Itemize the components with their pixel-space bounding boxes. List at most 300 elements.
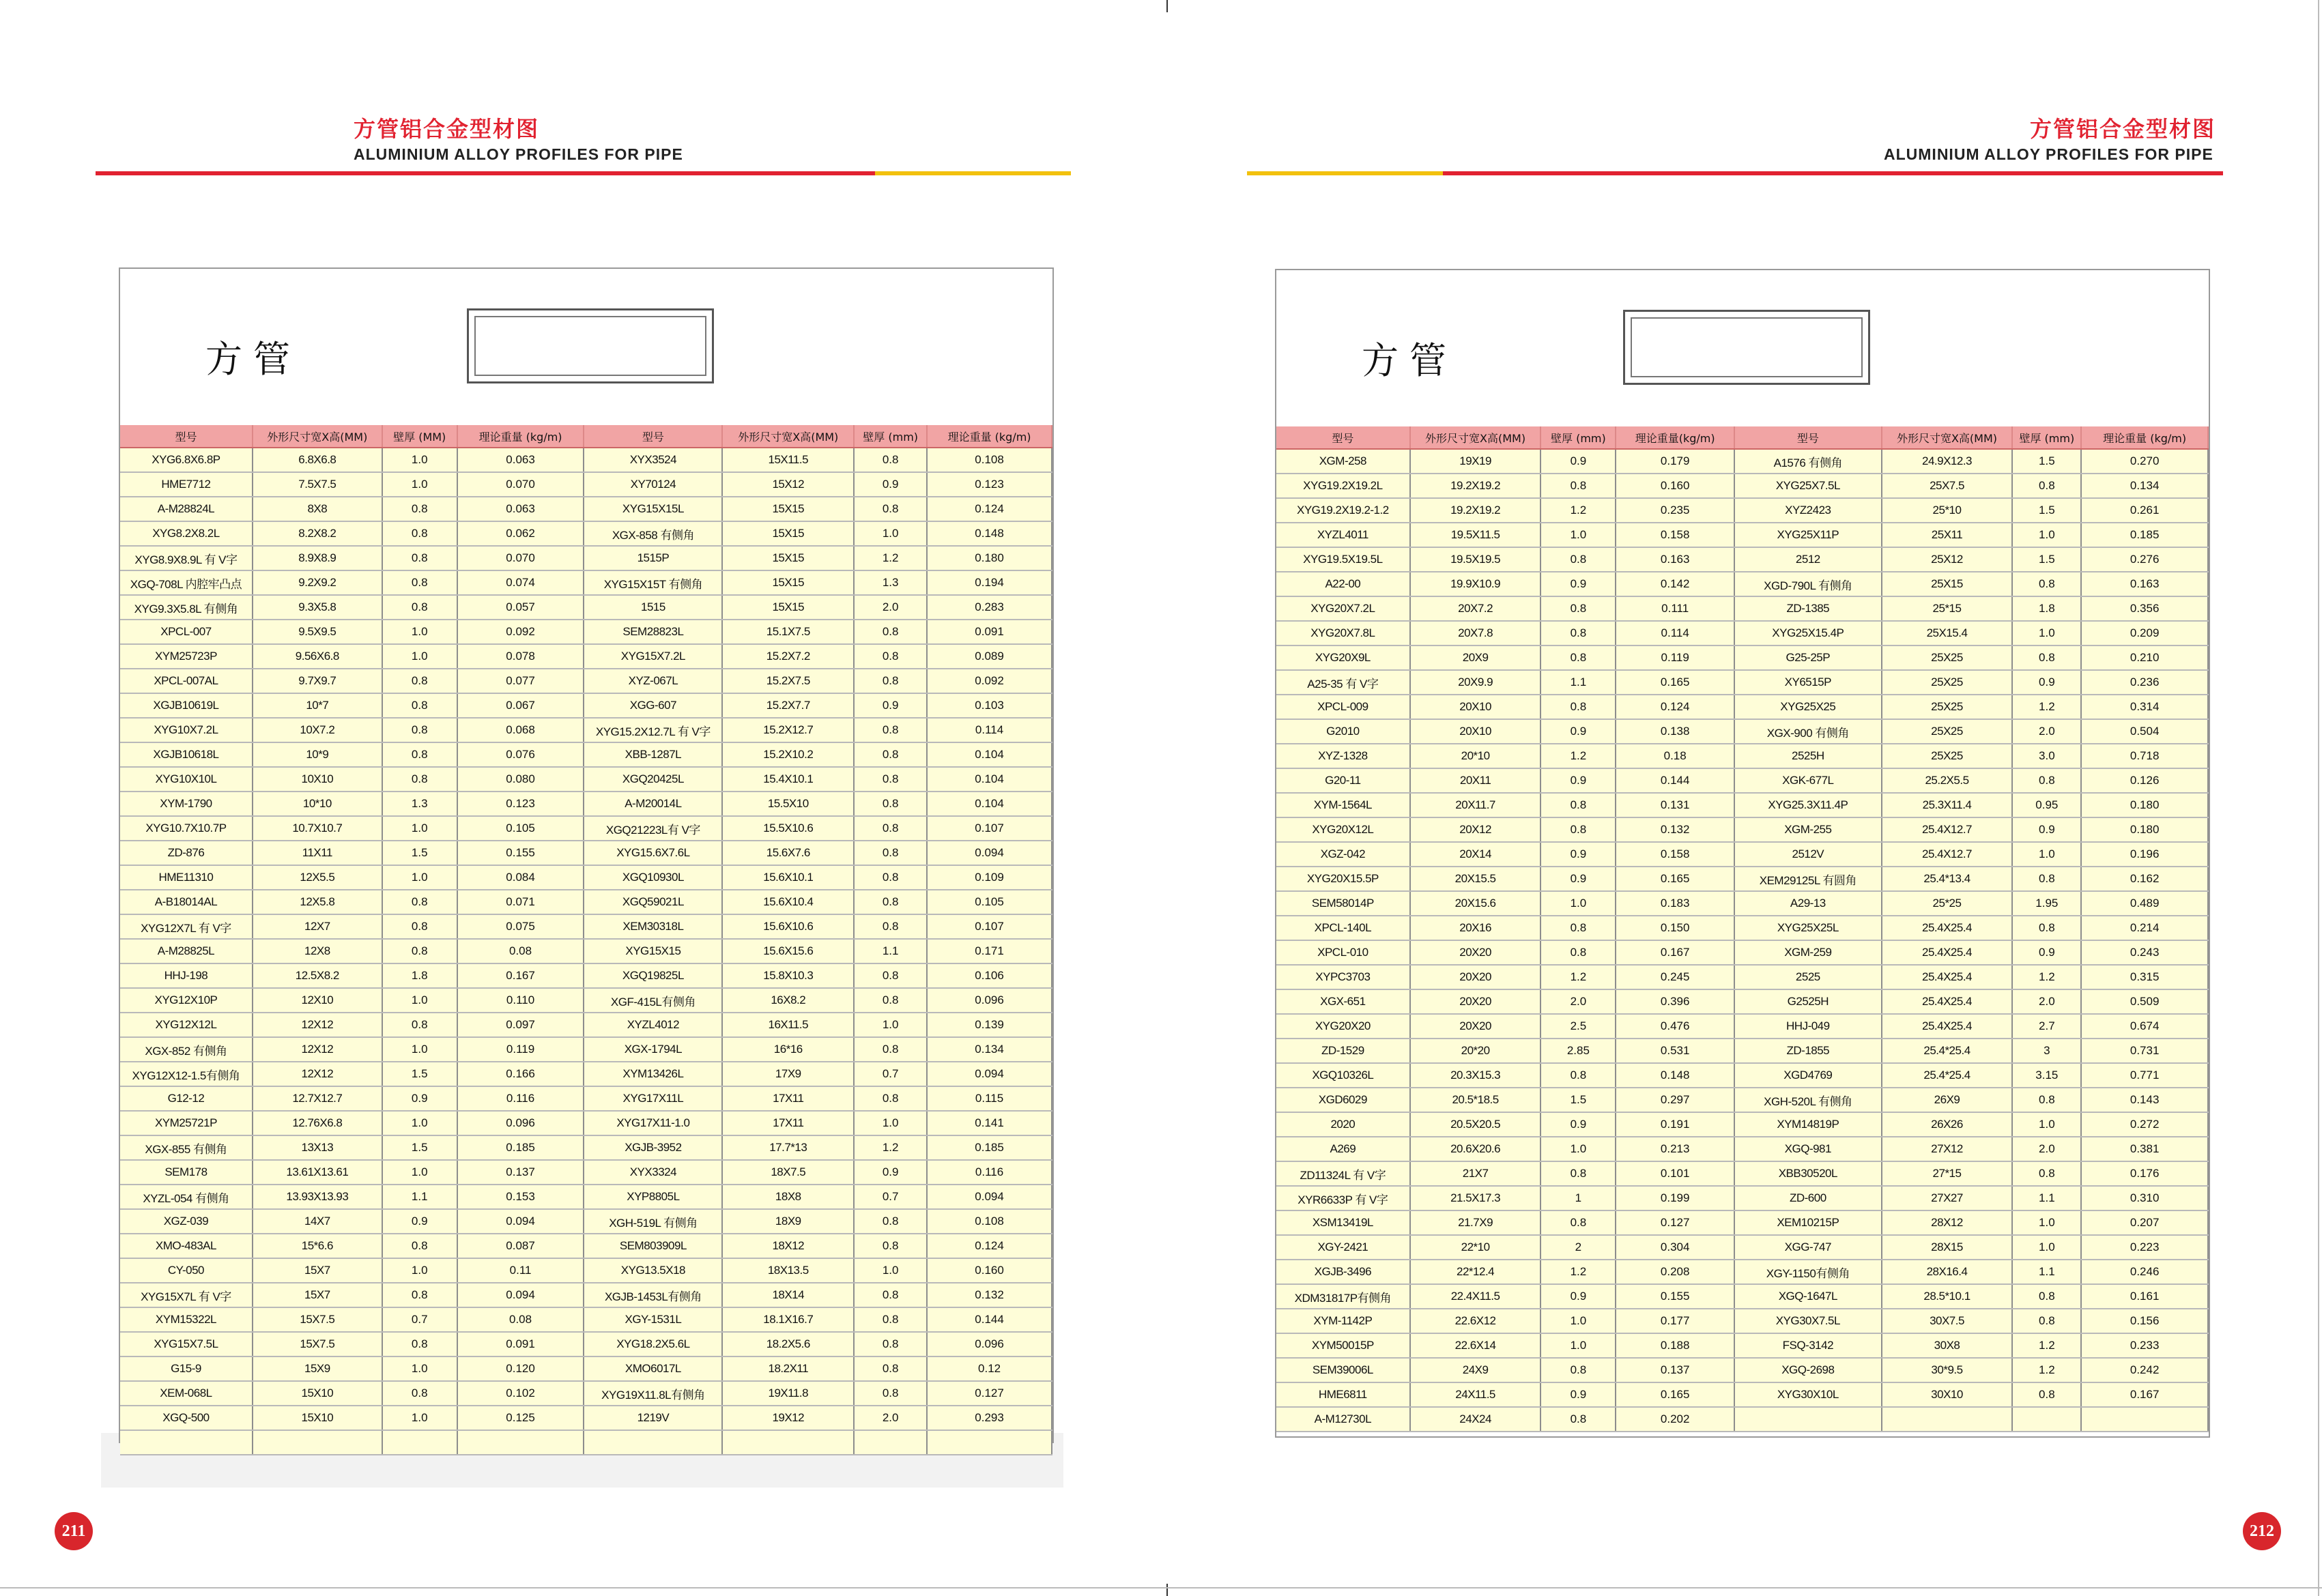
- table-cell: 0.8: [854, 792, 927, 816]
- table-cell: 12X5.8: [253, 890, 382, 914]
- table-cell: 0.8: [382, 1234, 457, 1258]
- table-cell: 0.08: [457, 939, 584, 963]
- table-cell: XY6515P: [1734, 670, 1882, 695]
- table-cell: XGJB-1453L有侧角: [584, 1283, 722, 1307]
- table-cell: XYG18.2X5.6L: [584, 1332, 722, 1356]
- table-cell: G2525H: [1734, 989, 1882, 1014]
- table-cell: XGQ19825L: [584, 963, 722, 988]
- table-cell: ZD-1529: [1276, 1039, 1410, 1063]
- column-header: 外形尺寸宽X高(MM): [1882, 426, 2013, 449]
- table-row: [1276, 449, 2208, 474]
- table-cell: 15.2X7.7: [722, 693, 854, 718]
- table-cell: XYR6633P 有 V字: [1276, 1186, 1410, 1210]
- column-header: 理论重量 (kg/m): [2081, 426, 2208, 449]
- table-row: [1276, 523, 2208, 547]
- table-cell: 12X12: [253, 1013, 382, 1037]
- table-row: [120, 448, 1052, 472]
- table-cell: XGM-258: [1276, 449, 1410, 474]
- table-cell: 0.141: [927, 1111, 1052, 1135]
- table-cell: XYG19X11.8L有侧角: [584, 1381, 722, 1406]
- table-cell: XGQ-1647L: [1734, 1284, 1882, 1309]
- table-cell: XYG25X25: [1734, 695, 1882, 719]
- table-cell: 6.8X6.8: [253, 448, 382, 472]
- table-cell: 15X7.5: [253, 1332, 382, 1356]
- table-cell: 0.8: [382, 1013, 457, 1037]
- table-cell: A-M28825L: [120, 939, 253, 963]
- table-row: [120, 988, 1052, 1013]
- table-cell: 0.124: [1616, 695, 1734, 719]
- table-cell: 0.476: [1616, 1014, 1734, 1039]
- table-cell: 0.233: [2081, 1333, 2208, 1358]
- table-cell: 12X10: [253, 988, 382, 1013]
- table-row: [120, 1062, 1052, 1086]
- table-row: [120, 1160, 1052, 1185]
- table-cell: 0.109: [927, 865, 1052, 890]
- table-cell: 1.5: [2012, 547, 2081, 572]
- table-row: [120, 767, 1052, 792]
- table-cell: XYG12X7L 有 V字: [120, 914, 253, 939]
- table-cell: XGD6029: [1276, 1088, 1410, 1112]
- table-cell: 0.155: [457, 841, 584, 865]
- table-cell: XGQ21223L有 V字: [584, 816, 722, 841]
- table-row: [120, 521, 1052, 546]
- table-cell: 0.396: [1616, 989, 1734, 1014]
- table-cell: 0.8: [382, 669, 457, 693]
- table-cell: 25.4*13.4: [1882, 867, 2013, 891]
- table-cell: 0.9: [1540, 768, 1616, 793]
- table-row: [1276, 670, 2208, 695]
- table-cell: 0.272: [2081, 1112, 2208, 1137]
- table-cell: XYG19.2X19.2-1.2: [1276, 498, 1410, 523]
- table-cell: 18X7.5: [722, 1160, 854, 1185]
- table-row: [1276, 1039, 2208, 1063]
- table-cell: 0.134: [2081, 474, 2208, 498]
- table-cell: 0.731: [2081, 1039, 2208, 1063]
- table-cell: 20X11.7: [1410, 793, 1541, 817]
- table-cell: 10*10: [253, 792, 382, 816]
- table-cell: 0.132: [927, 1283, 1052, 1307]
- header-red-bar: [96, 171, 875, 175]
- table-cell: 2.85: [1540, 1039, 1616, 1063]
- table-cell: XEM29125L 有圆角: [1734, 867, 1882, 891]
- table-cell: 0.115: [927, 1086, 1052, 1111]
- table-cell: 1.0: [2012, 842, 2081, 867]
- table-cell: 15.4X10.1: [722, 767, 854, 792]
- table-cell: 0.8: [382, 1283, 457, 1307]
- table-cell: 1.1: [2012, 1186, 2081, 1210]
- table-cell: 24X11.5: [1410, 1382, 1541, 1407]
- table-cell: XGX-855 有侧角: [120, 1135, 253, 1160]
- table-cell: XYG15X15T 有侧角: [584, 570, 722, 595]
- table-cell: 9.5X9.5: [253, 620, 382, 644]
- table-cell: XGJB-3496: [1276, 1260, 1410, 1284]
- table-cell: 25X11: [1882, 523, 2013, 547]
- table-cell: 0.188: [1616, 1333, 1734, 1358]
- square-tube-profile-icon: [1623, 310, 1870, 385]
- table-cell: XYM-1564L: [1276, 793, 1410, 817]
- table-cell: 0.161: [2081, 1284, 2208, 1309]
- table-cell: 1.2: [1540, 498, 1616, 523]
- table-cell: 1.2: [2012, 1333, 2081, 1358]
- table-cell: 15X15: [722, 570, 854, 595]
- table-cell: 1515P: [584, 546, 722, 570]
- table-cell: 15.6X15.6: [722, 939, 854, 963]
- table-cell: 25.4X12.7: [1882, 817, 2013, 842]
- table-row: [120, 644, 1052, 669]
- profile-table: [120, 425, 1052, 1455]
- table-cell: 8.2X8.2: [253, 521, 382, 546]
- table-cell: 0.202: [1616, 1407, 1734, 1432]
- table-row: [120, 914, 1052, 939]
- table-row: [1276, 1235, 2208, 1260]
- table-cell: A-M20014L: [584, 792, 722, 816]
- table-cell: 0.8: [2012, 768, 2081, 793]
- table-cell: 1.5: [1540, 1088, 1616, 1112]
- table-cell: 20.3X15.3: [1410, 1063, 1541, 1088]
- table-cell: XYG20X7.8L: [1276, 621, 1410, 645]
- table-cell: 20X9: [1410, 645, 1541, 670]
- table-cell: 0.094: [457, 1283, 584, 1307]
- table-cell: 1.5: [2012, 449, 2081, 474]
- table-cell: 0.171: [927, 939, 1052, 963]
- header-yellow-bar: [875, 171, 1071, 175]
- table-row: [120, 1356, 1052, 1381]
- table-cell: 1.2: [2012, 1358, 2081, 1382]
- table-cell: 0.070: [457, 546, 584, 570]
- table-cell: 0.162: [2081, 867, 2208, 891]
- table-cell: 0.9: [1540, 449, 1616, 474]
- table-cell: 0.119: [1616, 645, 1734, 670]
- table-cell: 1.0: [2012, 1235, 2081, 1260]
- table-cell: 0.223: [2081, 1235, 2208, 1260]
- table-cell: 18X12: [722, 1234, 854, 1258]
- table-cell: 1.0: [382, 1406, 457, 1430]
- table-cell: XYG10X7.2L: [120, 718, 253, 742]
- profile-table-panel: [119, 267, 1054, 1443]
- column-header: 壁厚 (mm): [1540, 426, 1616, 449]
- table-cell: 1.0: [1540, 1333, 1616, 1358]
- table-cell: 28X12: [1882, 1210, 2013, 1235]
- table-cell: XGQ59021L: [584, 890, 722, 914]
- table-cell: 0.8: [854, 644, 927, 669]
- table-cell: XYG15.6X7.6L: [584, 841, 722, 865]
- table-cell: A-M12730L: [1276, 1407, 1410, 1432]
- table-cell: 0.057: [457, 595, 584, 620]
- table-cell: XYG25X7.5L: [1734, 474, 1882, 498]
- table-row: [120, 1037, 1052, 1062]
- table-cell: 0.209: [2081, 621, 2208, 645]
- table-cell: 0.8: [2012, 645, 2081, 670]
- table-cell: XGQ-500: [120, 1406, 253, 1430]
- table-cell: 0.167: [2081, 1382, 2208, 1407]
- table-cell: 20*10: [1410, 744, 1541, 768]
- table-cell: 0.8: [2012, 572, 2081, 596]
- table-cell: 0.156: [2081, 1309, 2208, 1333]
- table-cell: 0.194: [927, 570, 1052, 595]
- table-cell: 0.9: [2012, 940, 2081, 965]
- table-cell: 10*9: [253, 742, 382, 767]
- table-cell: [457, 1430, 584, 1455]
- table-cell: XSM13419L: [1276, 1210, 1410, 1235]
- table-cell: 12X5.5: [253, 865, 382, 890]
- table-cell: 20X15.5: [1410, 867, 1541, 891]
- table-cell: 1.0: [382, 865, 457, 890]
- table-row: [1276, 695, 2208, 719]
- table-cell: 0.091: [927, 620, 1052, 644]
- table-cell: 0.9: [382, 1209, 457, 1234]
- table-cell: 0.8: [854, 718, 927, 742]
- table-row: [120, 570, 1052, 595]
- table-cell: 0.8: [854, 988, 927, 1013]
- table-cell: 2525: [1734, 965, 1882, 989]
- table-cell: A-B18014AL: [120, 890, 253, 914]
- table-cell: 0.8: [382, 595, 457, 620]
- table-row: [1276, 965, 2208, 989]
- table-cell: 15.2X7.2: [722, 644, 854, 669]
- table-cell: 14X7: [253, 1209, 382, 1234]
- table-cell: 1.0: [854, 1258, 927, 1283]
- table-cell: 0.176: [2081, 1161, 2208, 1186]
- table-cell: 2.7: [2012, 1014, 2081, 1039]
- table-cell: 0.7: [382, 1307, 457, 1332]
- table-cell: [382, 1430, 457, 1455]
- table-cell: 1.0: [1540, 1309, 1616, 1333]
- table-cell: XYG30X7.5L: [1734, 1309, 1882, 1333]
- table-cell: 0.070: [457, 472, 584, 497]
- table-cell: 25.4X25.4: [1882, 989, 2013, 1014]
- table-cell: 0.8: [854, 865, 927, 890]
- table-cell: XGJB-3952: [584, 1135, 722, 1160]
- table-cell: G2010: [1276, 719, 1410, 744]
- table-row: [120, 1430, 1052, 1455]
- table-cell: 1.0: [2012, 523, 2081, 547]
- table-cell: 25.4X25.4: [1882, 940, 2013, 965]
- table-cell: 8X8: [253, 497, 382, 521]
- table-cell: 2512: [1734, 547, 1882, 572]
- table-cell: 0.8: [854, 914, 927, 939]
- table-cell: XEM30318L: [584, 914, 722, 939]
- table-cell: 0.185: [457, 1135, 584, 1160]
- table-cell: XYG15X7L 有 V字: [120, 1283, 253, 1307]
- table-cell: 0.9: [1540, 572, 1616, 596]
- table-cell: 0.125: [457, 1406, 584, 1430]
- table-cell: 0.160: [1616, 474, 1734, 498]
- table-cell: 19X11.8: [722, 1381, 854, 1406]
- table-row: [1276, 940, 2208, 965]
- table-cell: 1.0: [1540, 891, 1616, 916]
- table-cell: 0.9: [854, 1160, 927, 1185]
- header-red-bar: [1443, 171, 2223, 175]
- table-cell: 10*7: [253, 693, 382, 718]
- table-cell: 12X12: [253, 1062, 382, 1086]
- table-cell: 0.144: [1616, 768, 1734, 793]
- table-cell: 0.096: [927, 988, 1052, 1013]
- table-cell: 22.6X14: [1410, 1333, 1541, 1358]
- table-cell: 0.9: [1540, 867, 1616, 891]
- table-cell: 25.4*25.4: [1882, 1063, 2013, 1088]
- table-row: [1276, 645, 2208, 670]
- table-cell: 0.062: [457, 521, 584, 546]
- table-cell: 0.067: [457, 693, 584, 718]
- table-cell: 0.210: [2081, 645, 2208, 670]
- table-cell: 16X11.5: [722, 1013, 854, 1037]
- table-cell: 0.8: [854, 620, 927, 644]
- table-cell: XYG20X15.5P: [1276, 867, 1410, 891]
- table-cell: 0.8: [382, 890, 457, 914]
- table-cell: 0.304: [1616, 1235, 1734, 1260]
- table-cell: 0.489: [2081, 891, 2208, 916]
- table-cell: 22*12.4: [1410, 1260, 1541, 1284]
- table-cell: 15.5X10.6: [722, 816, 854, 841]
- table-cell: XYZL4012: [584, 1013, 722, 1037]
- column-header: 型号: [1276, 426, 1410, 449]
- table-cell: 0.8: [854, 1209, 927, 1234]
- table-cell: [927, 1430, 1052, 1455]
- table-cell: XYG15.2X12.7L 有 V字: [584, 718, 722, 742]
- table-row: [120, 1086, 1052, 1111]
- table-cell: 0.071: [457, 890, 584, 914]
- table-cell: XGZ-039: [120, 1209, 253, 1234]
- table-cell: XYM13426L: [584, 1062, 722, 1086]
- table-cell: 19.2X19.2: [1410, 498, 1541, 523]
- table-cell: 15.6X10.4: [722, 890, 854, 914]
- page-number-badge: 212: [2243, 1512, 2281, 1550]
- table-cell: XGY-1531L: [584, 1307, 722, 1332]
- table-cell: 0.087: [457, 1234, 584, 1258]
- table-cell: 17.7*13: [722, 1135, 854, 1160]
- table-cell: A-M28824L: [120, 497, 253, 521]
- table-cell: 20X7.2: [1410, 596, 1541, 621]
- table-cell: 20X7.8: [1410, 621, 1541, 645]
- table-cell: 18.2X5.6: [722, 1332, 854, 1356]
- table-cell: 20X20: [1410, 940, 1541, 965]
- table-cell: 0.8: [2012, 1309, 2081, 1333]
- table-cell: XYG6.8X6.8P: [120, 448, 253, 472]
- table-cell: 1515: [584, 595, 722, 620]
- table-cell: 15.1X7.5: [722, 620, 854, 644]
- profile-table-panel: [1275, 269, 2210, 1438]
- table-row: [120, 1258, 1052, 1283]
- table-cell: 1.0: [382, 644, 457, 669]
- table-cell: XGK-677L: [1734, 768, 1882, 793]
- table-row: [1276, 916, 2208, 940]
- table-cell: 0.8: [854, 841, 927, 865]
- table-cell: 2.0: [2012, 989, 2081, 1014]
- table-cell: 18X9: [722, 1209, 854, 1234]
- table-cell: SEM58014P: [1276, 891, 1410, 916]
- table-cell: XGQ-981: [1734, 1137, 1882, 1161]
- table-cell: 0.8: [2012, 867, 2081, 891]
- table-cell: 0.9: [1540, 842, 1616, 867]
- table-row: [1276, 547, 2208, 572]
- table-cell: 0.094: [927, 1062, 1052, 1086]
- table-cell: 0.8: [854, 448, 927, 472]
- table-cell: 12.76X6.8: [253, 1111, 382, 1135]
- table-row: [1276, 744, 2208, 768]
- table-cell: 0.089: [927, 644, 1052, 669]
- table-cell: 1.5: [382, 841, 457, 865]
- table-cell: 0.180: [2081, 817, 2208, 842]
- table-cell: XYG17X11-1.0: [584, 1111, 722, 1135]
- table-cell: 0.123: [457, 792, 584, 816]
- table-cell: CY-050: [120, 1258, 253, 1283]
- table-cell: 25.2X5.5: [1882, 768, 2013, 793]
- table-cell: 0.8: [382, 497, 457, 521]
- table-cell: 19.2X19.2: [1410, 474, 1541, 498]
- table-row: [120, 1185, 1052, 1209]
- table-cell: 19.5X11.5: [1410, 523, 1541, 547]
- table-cell: 0.103: [927, 693, 1052, 718]
- table-cell: XYM25723P: [120, 644, 253, 669]
- table-cell: 0.8: [1540, 596, 1616, 621]
- table-cell: 1.0: [1540, 523, 1616, 547]
- table-row: [120, 1111, 1052, 1135]
- table-cell: 20X12: [1410, 817, 1541, 842]
- table-cell: 0.9: [1540, 719, 1616, 744]
- table-cell: 0.381: [2081, 1137, 2208, 1161]
- header-title-cn: 方管铝合金型材图: [2030, 116, 2216, 142]
- panel-title: 方管: [1362, 339, 1457, 382]
- table-cell: 0.9: [382, 1086, 457, 1111]
- table-cell: 25X7.5: [1882, 474, 2013, 498]
- table-cell: 0.8: [382, 521, 457, 546]
- table-row: [120, 1381, 1052, 1406]
- table-cell: XYP8805L: [584, 1185, 722, 1209]
- table-cell: 0.8: [382, 570, 457, 595]
- table-row: [120, 816, 1052, 841]
- table-cell: 0.167: [457, 963, 584, 988]
- table-cell: 0.153: [457, 1185, 584, 1209]
- table-cell: 27*15: [1882, 1161, 2013, 1186]
- table-cell: SEM39006L: [1276, 1358, 1410, 1382]
- table-cell: 0.8: [382, 693, 457, 718]
- table-cell: 0.95: [2012, 793, 2081, 817]
- table-cell: XYG8.2X8.2L: [120, 521, 253, 546]
- table-cell: 19.9X10.9: [1410, 572, 1541, 596]
- table-cell: SEM28823L: [584, 620, 722, 644]
- table-cell: XGJB10618L: [120, 742, 253, 767]
- table-cell: FSQ-3142: [1734, 1333, 1882, 1358]
- table-cell: XYZ2423: [1734, 498, 1882, 523]
- table-cell: 0.185: [2081, 523, 2208, 547]
- table-cell: 0.261: [2081, 498, 2208, 523]
- table-cell: 0.080: [457, 767, 584, 792]
- square-tube-profile-icon: [467, 308, 714, 383]
- table-cell: 0.114: [927, 718, 1052, 742]
- table-cell: [2012, 1407, 2081, 1432]
- table-cell: 0.8: [2012, 474, 2081, 498]
- table-cell: XYG12X10P: [120, 988, 253, 1013]
- table-cell: 0.179: [1616, 449, 1734, 474]
- table-cell: 0.160: [927, 1258, 1052, 1283]
- table-cell: XYG15X7.5L: [120, 1332, 253, 1356]
- table-cell: 25.4X25.4: [1882, 1014, 2013, 1039]
- table-cell: 18X8: [722, 1185, 854, 1209]
- table-cell: XYG15X15L: [584, 497, 722, 521]
- table-cell: ZD-876: [120, 841, 253, 865]
- table-cell: [120, 1430, 253, 1455]
- table-cell: 7.5X7.5: [253, 472, 382, 497]
- table-row: [120, 718, 1052, 742]
- table-cell: 0.8: [1540, 1358, 1616, 1382]
- table-cell: XYZL-054 有侧角: [120, 1185, 253, 1209]
- table-cell: 0.8: [1540, 1407, 1616, 1432]
- table-row: [1276, 1284, 2208, 1309]
- table-cell: 3.0: [2012, 744, 2081, 768]
- header-yellow-bar: [1247, 171, 1443, 175]
- table-cell: 0.243: [2081, 940, 2208, 965]
- table-cell: XYM25721P: [120, 1111, 253, 1135]
